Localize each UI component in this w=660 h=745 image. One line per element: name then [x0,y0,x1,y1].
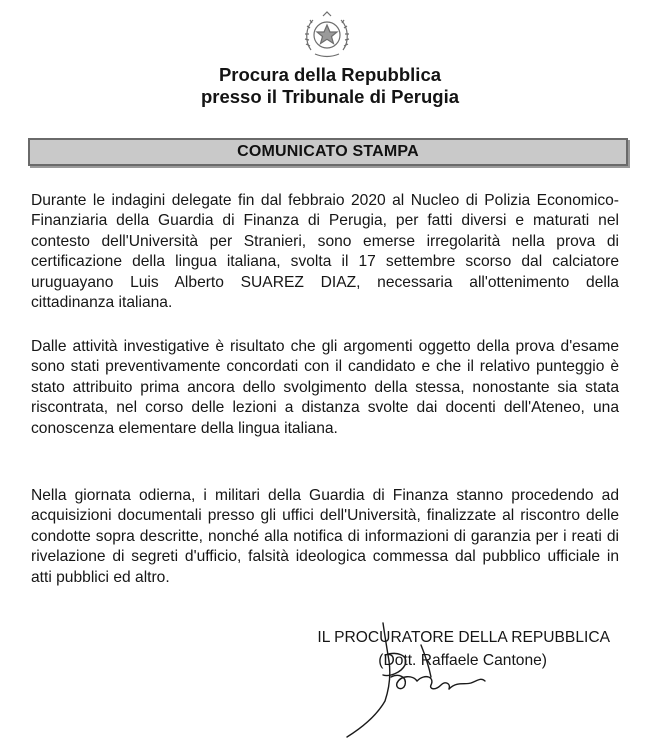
paragraph-3: Nella giornata odierna, i militari della Guardia di Finanza stanno procedendo ad acquisizioni documentali presso gli uffici dell'Università, finalizzate al riscontro delle condotte sopra descritte, nonché alla notifica di informazioni di garanzia per i reati di rivelazione di segreti d'ufficio, falsità ideologica commessa dal pubblico ufficiale in atti pubblici ed altro. [31,487,619,586]
office-heading [0,64,660,108]
office-line-1: Procura della Repubblica [218,64,442,85]
press-release-banner [28,138,628,166]
signatory-name: (Dott. Raffaele Cantone) [378,652,547,669]
italian-republic-emblem-icon [301,10,353,60]
paragraph-2: Dalle attività investigative è risultato che gli argomenti oggetto della prova d'esame sono stati preventivamente concordati con il candidato e che il relativo punteggio è stato attribuito prima ancora dello svolgimento della stessa, nonostante sia stata riscontrata, nel corso delle lezioni a distanza svolte dai docenti dell'Ateneo, una conoscenza elementare della lingua italiana. [31,338,619,437]
handwritten-signature-icon [325,615,545,743]
signatory-title: IL PROCURATORE DELLA REPUBBLICA [317,629,610,646]
paragraph-1: Durante le indagini delegate fin dal febbraio 2020 al Nucleo di Polizia Economico-Finanziaria della Guardia di Finanza di Perugia, per fatti diversi e maturati nel contesto dell'Università per Stranieri, sono emerse irregolarità nella prova di certificazione della lingua italiana, svolta il 17 settembre scorso dal calciatore uruguayano Luis Alberto SUAREZ DIAZ, necessaria all'ottenimento della cittadinanza italiana. [31,192,619,312]
office-line-2: presso il Tribunale di Perugia [200,86,460,107]
banner-title: COMUNICATO STAMPA [237,143,419,160]
